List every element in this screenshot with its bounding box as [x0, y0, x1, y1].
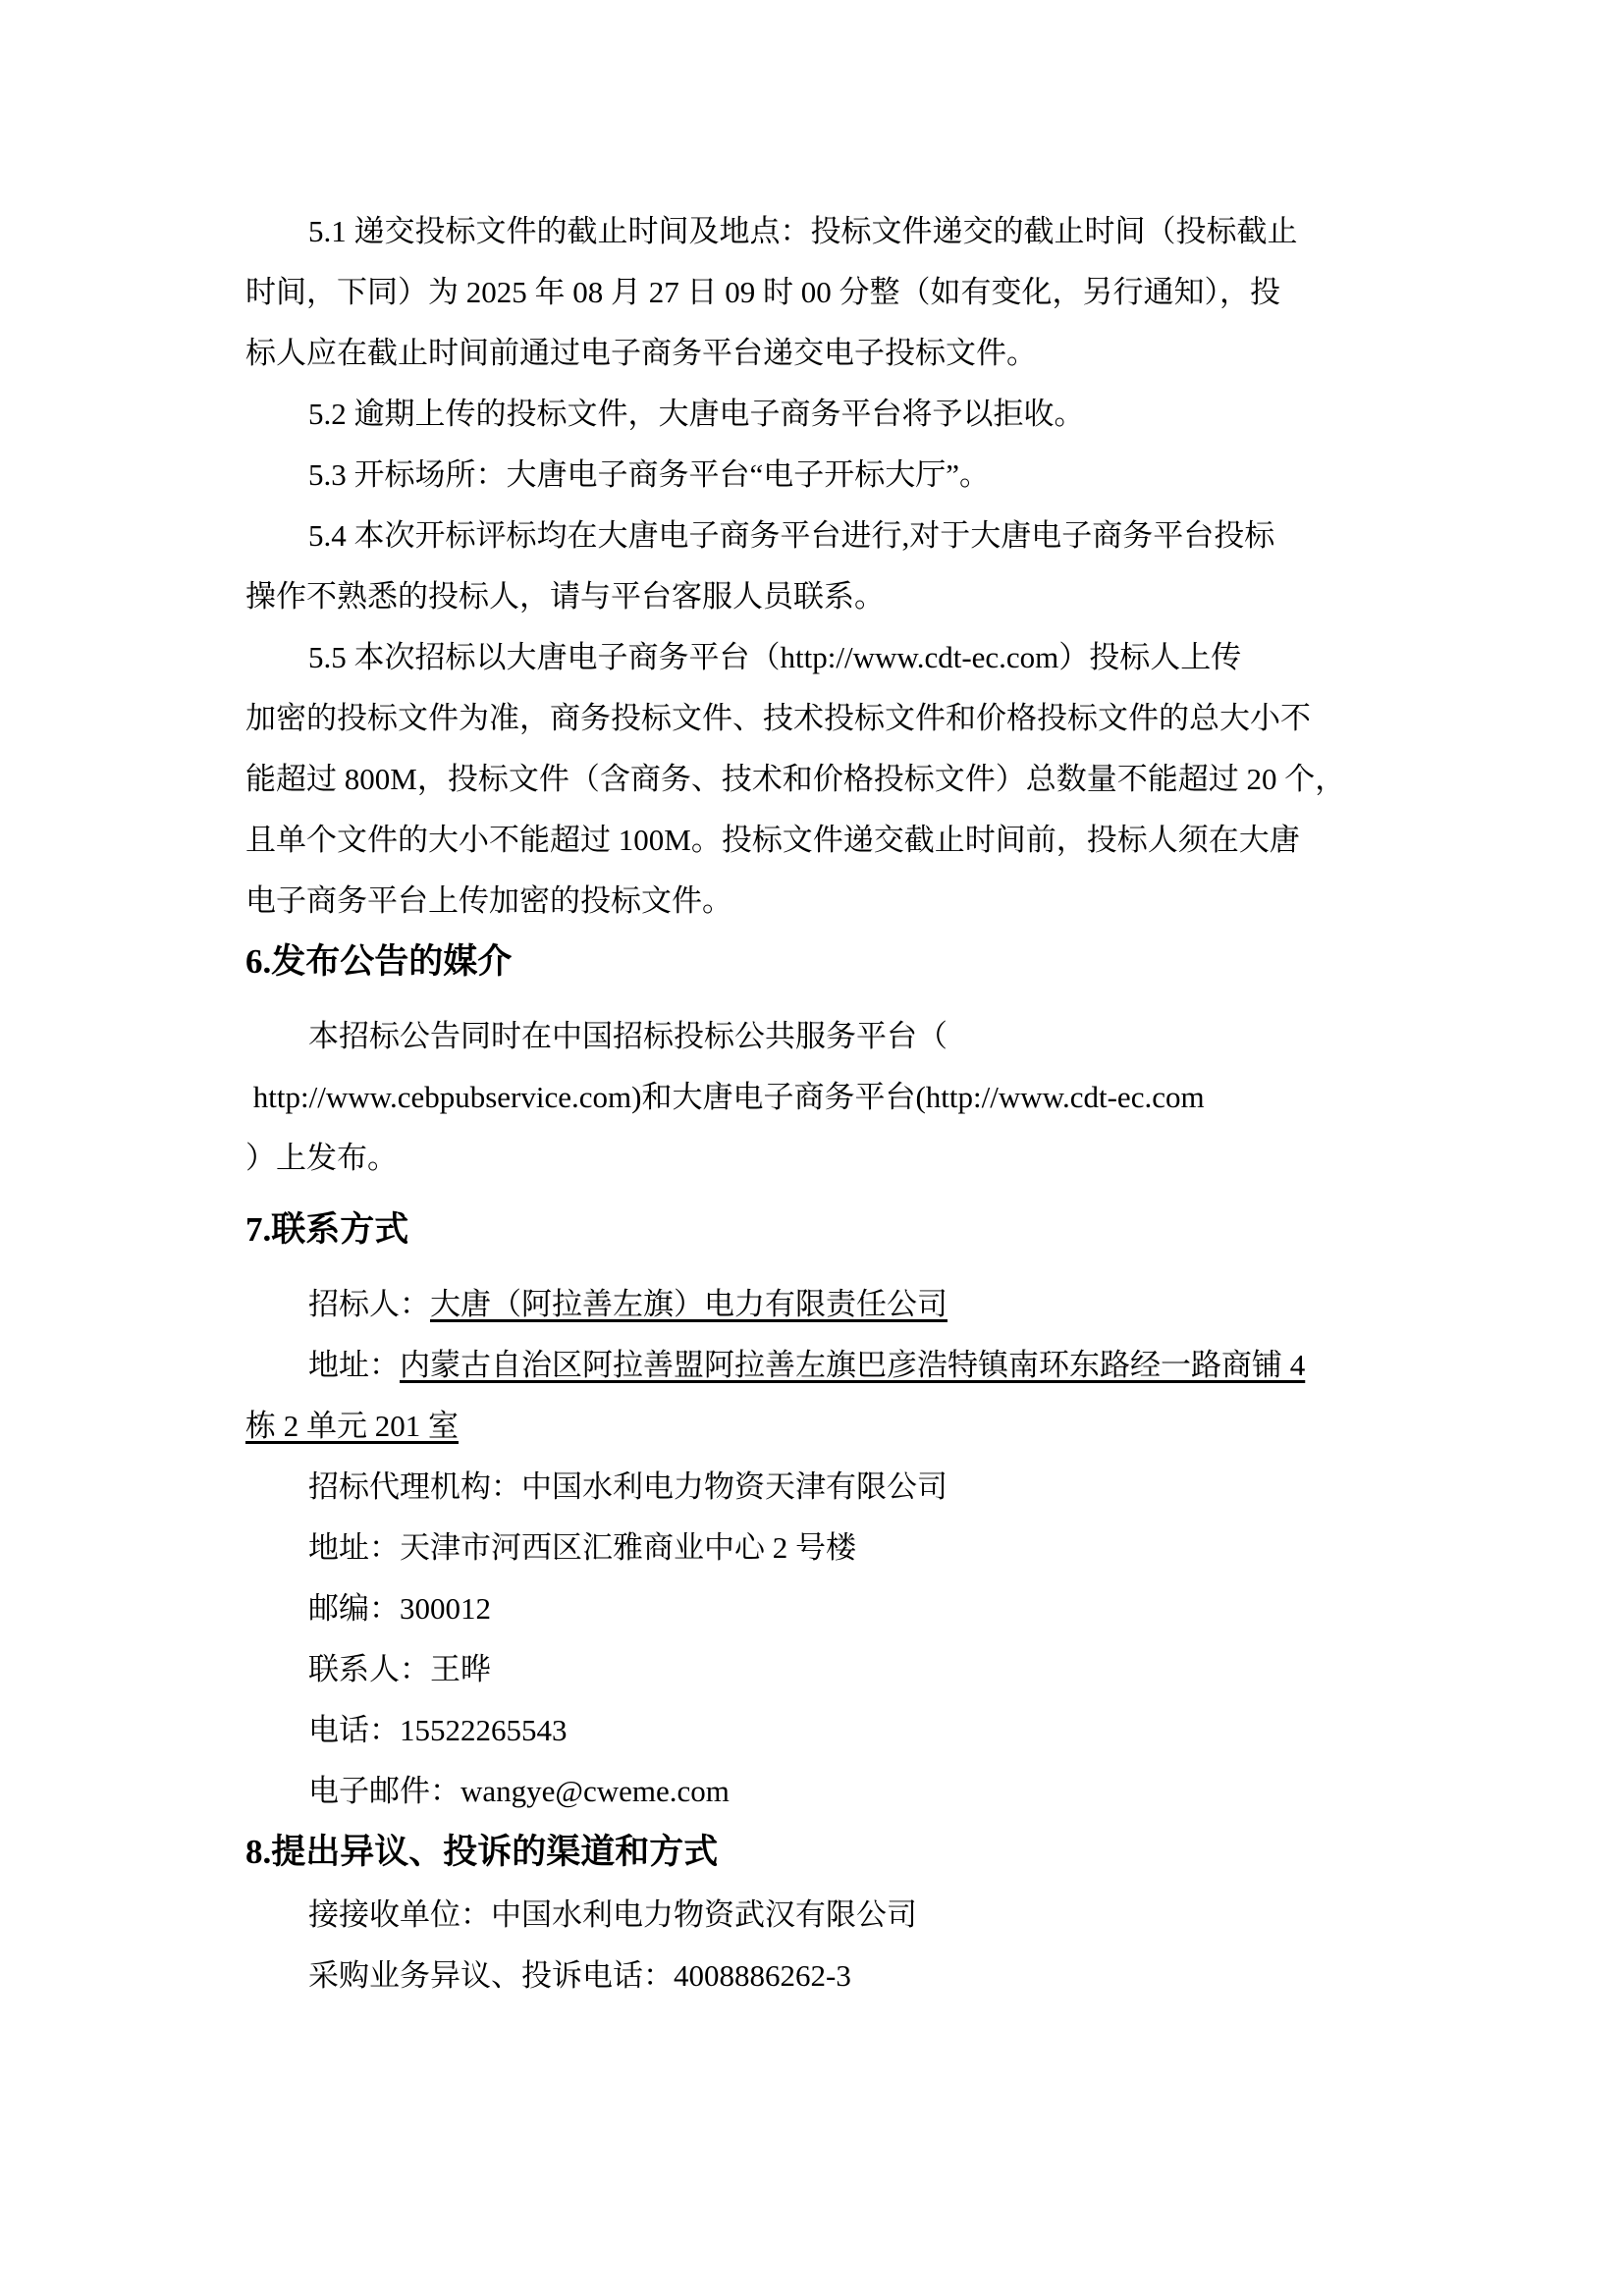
paragraph-5-5-line-2: 加密的投标文件为准，商务投标文件、技术投标文件和价格投标文件的总大小不	[245, 701, 1311, 735]
tenderer-address-line-1	[245, 1335, 1400, 1396]
paragraph-6-line-1: 本招标公告同时在中国招标投标公共服务平台（	[308, 1019, 947, 1053]
paragraph-5-4-line-1: 5.4 本次开标评标均在大唐电子商务平台进行,对于大唐电子商务平台投标	[308, 518, 1275, 553]
paragraph-5-1	[245, 201, 1400, 384]
paragraph-5-5-line-3: 能超过 800M，投标文件（含商务、技术和价格投标文件）总数量不能超过 20 个，	[245, 762, 1346, 796]
tenderer-address-line-2	[245, 1396, 1400, 1457]
receiver-line: 接接收单位：中国水利电力物资武汉有限公司	[308, 1897, 917, 1932]
paragraph-5-5	[245, 627, 1400, 932]
tenderer-line	[245, 1274, 1400, 1335]
tenderer-address-label: 地址：	[308, 1348, 400, 1382]
contact-block	[245, 1274, 1400, 1822]
paragraph-6-media	[245, 1006, 1400, 1189]
phone-line: 电话：15522265543	[308, 1713, 568, 1747]
tenderer-name: 大唐（阿拉善左旗）电力有限责任公司	[430, 1287, 947, 1321]
complaint-phone-line: 采购业务异议、投诉电话：4008886262-3	[308, 1958, 851, 1993]
email-line: 电子邮件：wangye@cweme.com	[308, 1774, 730, 1808]
paragraph-6-line-3: ）上发布。	[245, 1141, 398, 1175]
paragraph-5-1-line-2: 时间，下同）为 2025 年 08 月 27 日 09 时 00 分整（如有变化，另行通知），投	[245, 275, 1280, 309]
paragraph-5-4-line-2: 操作不熟悉的投标人，请与平台客服人员联系。	[245, 579, 885, 614]
paragraph-5-2	[245, 384, 1400, 445]
paragraph-5-5-line-4: 且单个文件的大小不能超过 100M。投标文件递交截止时间前，投标人须在大唐	[245, 823, 1300, 857]
tenderer-label: 招标人：	[308, 1287, 430, 1321]
paragraph-6-line-2: http://www.cebpubservice.com)和大唐电子商务平台(http://www.cdt-ec.com	[245, 1080, 1205, 1114]
section-7-heading: 7.联系方式	[245, 1210, 409, 1249]
paragraph-5-4	[245, 506, 1400, 627]
paragraph-5-5-line-1: 5.5 本次招标以大唐电子商务平台（http://www.cdt-ec.com）投标人上传	[308, 640, 1242, 674]
tenderer-address-value-continued: 栋 2 单元 201 室	[245, 1409, 459, 1443]
section-8-heading: 8.提出异议、投诉的渠道和方式	[245, 1833, 719, 1871]
paragraph-5-3	[245, 445, 1400, 506]
complaint-block	[245, 1885, 1400, 2006]
paragraph-5-3-line-1: 5.3 开标场所：大唐电子商务平台“电子开标大厅”。	[308, 457, 991, 492]
paragraph-5-5-line-5: 电子商务平台上传加密的投标文件。	[245, 883, 732, 918]
document-content	[245, 201, 1400, 2006]
postcode-line: 邮编：300012	[308, 1591, 491, 1626]
paragraph-5-1-line-1: 5.1 递交投标文件的截止时间及地点：投标文件递交的截止时间（投标截止	[308, 214, 1298, 248]
agency-line: 招标代理机构：中国水利电力物资天津有限公司	[308, 1469, 947, 1504]
tenderer-address-value: 内蒙古自治区阿拉善盟阿拉善左旗巴彦浩特镇南环东路经一路商铺 4	[400, 1348, 1306, 1382]
paragraph-5-2-line-1: 5.2 逾期上传的投标文件，大唐电子商务平台将予以拒收。	[308, 397, 1085, 431]
agency-address-line: 地址：天津市河西区汇雅商业中心 2 号楼	[308, 1530, 856, 1565]
contact-person-line: 联系人：王晔	[308, 1652, 491, 1686]
section-6-heading: 6.发布公告的媒介	[245, 942, 513, 981]
paragraph-5-1-line-3: 标人应在截止时间前通过电子商务平台递交电子投标文件。	[245, 336, 1037, 370]
